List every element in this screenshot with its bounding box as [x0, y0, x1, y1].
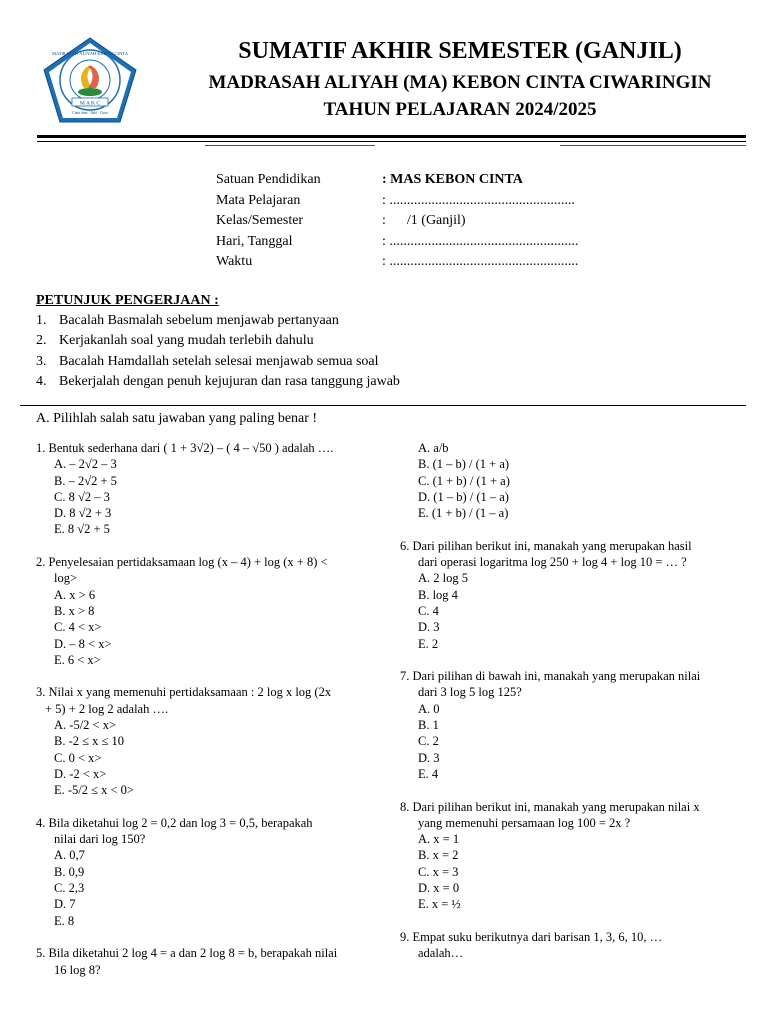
question-stem: 5. Bila diketahui 2 log 4 = a dan 2 log 8 = b, berapakah nilai — [36, 946, 338, 961]
info-value: : MAS KEBON CINTA — [382, 172, 523, 187]
answer-option: B. x = 2 — [418, 848, 459, 863]
question-8 — [400, 799, 745, 913]
question-stem: 7. Dari pilihan di bawah ini, manakah yang merupakan nilai — [400, 669, 701, 684]
answer-option: B. (1 – b) / (1 + a) — [418, 457, 510, 472]
info-row — [216, 191, 578, 212]
answer-option: D. 3 — [418, 620, 440, 635]
question-stem-continued: adalah… — [418, 946, 464, 961]
section-a-heading: A. Pilihlah salah satu jawaban yang paling benar ! — [36, 411, 318, 426]
instruction-text: Bacalah Hamdallah setelah selesai menjawab semua soal — [59, 353, 379, 369]
answer-option: E. (1 + b) / (1 – a) — [418, 506, 509, 521]
answer-option: C. 4 < x> — [54, 620, 102, 635]
question-stem-continued: dari operasi logaritma log 250 + log 4 + log 10 = … ? — [418, 555, 687, 570]
question-5 — [36, 945, 381, 978]
answer-option: E. 4 — [418, 766, 439, 781]
question-5-options — [400, 440, 745, 521]
info-value: : ..................................................... — [382, 192, 575, 208]
answer-option: C. 0 < x> — [54, 750, 102, 765]
answer-option: C. x = 3 — [418, 864, 459, 879]
info-row — [216, 232, 578, 253]
question-3 — [36, 684, 381, 798]
question-stem-continued: dari 3 log 5 log 125? — [418, 685, 522, 700]
question-9 — [400, 929, 745, 962]
logo-ring-text: MADRASAH ALIYAH KEBON CINTA — [51, 51, 129, 56]
answer-option: D. -2 < x> — [54, 766, 107, 781]
info-row — [216, 211, 578, 232]
logo-motto: Cinta ilmu · Ilahi · Cinta — [72, 111, 108, 115]
academic-year: TAHUN PELAJARAN 2024/2025 — [323, 99, 597, 120]
header-rule-thick — [37, 135, 746, 138]
info-label: Kelas/Semester — [216, 213, 304, 229]
answer-option: B. -2 ≤ x ≤ 10 — [54, 734, 124, 749]
instruction-text: Bekerjalah dengan penuh kejujuran dan rasa tanggung jawab — [59, 374, 400, 390]
question-stem: 9. Empat suku berikutnya dari barisan 1, 3, 6, 10, … — [400, 929, 663, 944]
answer-option: C. (1 + b) / (1 + a) — [418, 473, 510, 488]
answer-option: B. log 4 — [418, 587, 458, 602]
answer-option: A. 0 — [418, 701, 440, 716]
question-stem: 3. Nilai x yang memenuhi pertidaksamaan : 2 log x log (2x — [36, 685, 332, 700]
question-7 — [400, 668, 745, 782]
school-logo — [40, 36, 140, 126]
answer-option: A. x = 1 — [418, 832, 460, 847]
answer-option: A. 2 log 5 — [418, 571, 468, 586]
answer-option: B. 0,9 — [54, 864, 85, 879]
question-1 — [36, 440, 381, 538]
header-rule-deco — [560, 145, 746, 146]
answer-option: D. – 8 < x> — [54, 636, 112, 651]
answer-option: D. 7 — [54, 897, 76, 912]
info-label: Mata Pelajaran — [216, 192, 301, 208]
question-stem-continued: log> — [54, 571, 78, 586]
info-value: : ...................................................... — [382, 254, 579, 270]
answer-option: E. 6 < x> — [54, 652, 101, 667]
question-stem: 2. Penyelesaian pertidaksamaan log (x – 4) + log (x + 8) < — [36, 555, 328, 570]
section-rule — [20, 405, 746, 406]
instruction-number: 4. — [36, 374, 47, 390]
instruction-number: 1. — [36, 313, 47, 328]
question-stem: 4. Bila diketahui log 2 = 0,2 dan log 3 = 0,5, berapakah — [36, 815, 313, 830]
question-2 — [36, 554, 381, 668]
answer-option: E. 8 √2 + 5 — [54, 522, 110, 537]
info-label: Hari, Tanggal — [216, 233, 293, 249]
question-stem-continued: nilai dari log 150? — [54, 832, 146, 847]
info-row — [216, 252, 578, 273]
info-label: Waktu — [216, 254, 253, 270]
header-rule-thin — [37, 141, 746, 142]
answer-option: A. – 2√2 – 3 — [54, 457, 117, 472]
instructions — [36, 291, 736, 393]
question-stem: 6. Dari pilihan berikut ini, manakah yang merupakan hasil — [400, 538, 692, 553]
info-row — [216, 170, 578, 191]
answer-option: A. 0,7 — [54, 848, 85, 863]
questions-left-column — [36, 440, 381, 978]
instruction-number: 2. — [36, 333, 47, 349]
answer-option: D. 8 √2 + 3 — [54, 506, 112, 521]
info-value: : /1 (Ganjil) — [382, 213, 466, 229]
instruction-item — [36, 372, 736, 392]
question-stem-continued: + 5) + 2 log 2 adalah …. — [45, 701, 169, 716]
answer-option: E. 8 — [54, 913, 75, 928]
instruction-number: 3. — [36, 353, 47, 369]
instructions-title: PETUNJUK PENGERJAAN : — [36, 293, 219, 308]
answer-option: B. – 2√2 + 5 — [54, 473, 117, 488]
answer-option: C. 8 √2 – 3 — [54, 489, 110, 504]
answer-option: C. 2,3 — [54, 881, 85, 896]
school-name: MADRASAH ALIYAH (MA) KEBON CINTA CIWARINGIN — [208, 72, 712, 93]
instruction-text: Kerjakanlah soal yang mudah terlebih dahulu — [59, 333, 314, 349]
answer-option: B. x > 8 — [54, 603, 95, 618]
answer-option: C. 4 — [418, 603, 439, 618]
question-stem-continued: yang memenuhi persamaan log 100 = 2x ? — [418, 815, 631, 830]
instruction-item — [36, 352, 736, 372]
answer-option: A. -5/2 < x> — [54, 718, 117, 733]
answer-option: D. 3 — [418, 750, 440, 765]
info-value: : ...................................................... — [382, 233, 579, 249]
question-stem-continued: 16 log 8? — [54, 962, 101, 977]
instruction-item — [36, 331, 736, 351]
answer-option: B. 1 — [418, 718, 439, 733]
question-stem: 1. Bentuk sederhana dari ( 1 + 3√2) – ( 4 – √50 ) adalah …. — [36, 441, 334, 455]
exam-title: SUMATIF AKHIR SEMESTER (GANJIL) — [238, 38, 682, 64]
logo-banner: M A K C — [79, 100, 101, 107]
answer-option: E. x = ½ — [418, 897, 461, 912]
info-label: Satuan Pendidikan — [216, 172, 321, 187]
answer-option: C. 2 — [418, 734, 439, 749]
answer-option: E. -5/2 ≤ x < 0> — [54, 783, 134, 798]
answer-option: D. (1 – b) / (1 – a) — [418, 489, 509, 504]
question-6 — [400, 538, 745, 652]
instruction-text: Bacalah Basmalah sebelum menjawab pertanyaan — [59, 313, 339, 328]
answer-option: D. x = 0 — [418, 881, 460, 896]
answer-option: A. a/b — [418, 441, 449, 455]
exam-info — [216, 170, 578, 273]
answer-option: E. 2 — [418, 636, 439, 651]
answer-option: A. x > 6 — [54, 587, 96, 602]
question-4 — [36, 815, 381, 929]
header-rule-deco — [205, 145, 375, 146]
instruction-item — [36, 311, 736, 331]
questions-right-column — [400, 440, 745, 962]
question-stem: 8. Dari pilihan berikut ini, manakah yang merupakan nilai x — [400, 799, 700, 814]
